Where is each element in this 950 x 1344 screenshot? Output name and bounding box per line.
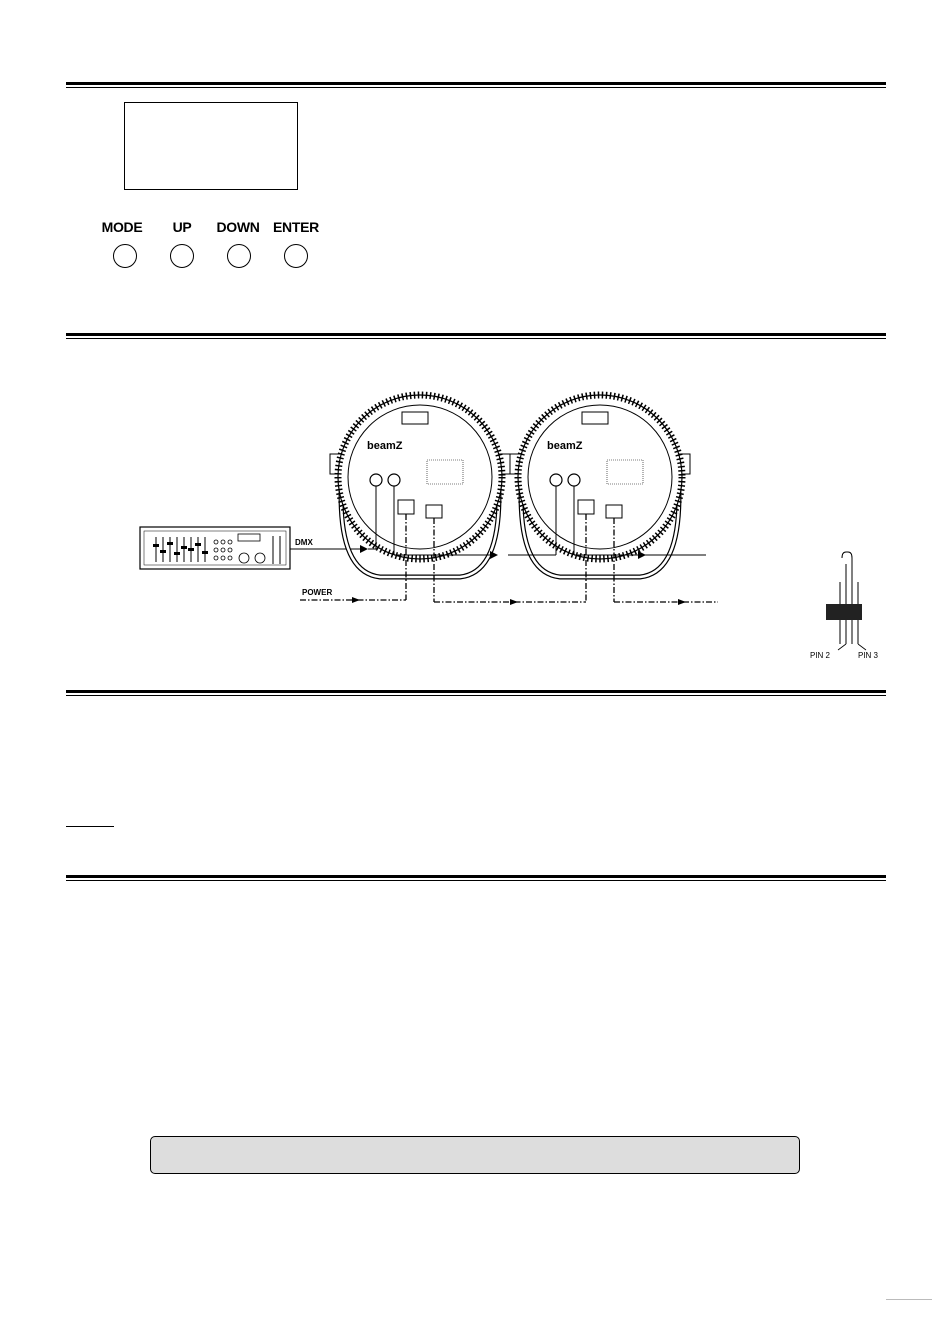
down-button[interactable]: [227, 244, 251, 268]
dmx-wiring-diagram: [130, 382, 890, 672]
section-rule-2: [66, 333, 886, 339]
notice-box: [150, 1136, 800, 1174]
section-rule-3: [66, 690, 886, 696]
section-rule-1: [66, 82, 886, 88]
pin-3-label: PIN 3: [858, 651, 879, 660]
par-fixture-1: [330, 395, 510, 577]
up-button[interactable]: [170, 244, 194, 268]
up-button-label: UP: [172, 219, 192, 235]
enter-button[interactable]: [284, 244, 308, 268]
dmx-controller: [140, 527, 290, 569]
led-display: [124, 102, 298, 190]
mode-button-label: MODE: [101, 219, 143, 235]
par-fixture-2: [510, 395, 690, 577]
mode-button[interactable]: [113, 244, 137, 268]
dmx-label: DMX: [295, 538, 313, 547]
power-label: POWER: [302, 588, 333, 597]
note-underline: [66, 826, 114, 827]
pin-2-label: PIN 2: [810, 651, 831, 660]
down-button-label: DOWN: [216, 219, 260, 235]
enter-button-label: ENTER: [273, 219, 319, 235]
section-rule-4: [66, 875, 886, 881]
xlr-pin-detail: [810, 552, 879, 660]
fixture-2-brand: beamZ: [547, 440, 583, 452]
fixture-1-brand: beamZ: [367, 440, 403, 452]
page-footer-mark: [886, 1299, 932, 1300]
